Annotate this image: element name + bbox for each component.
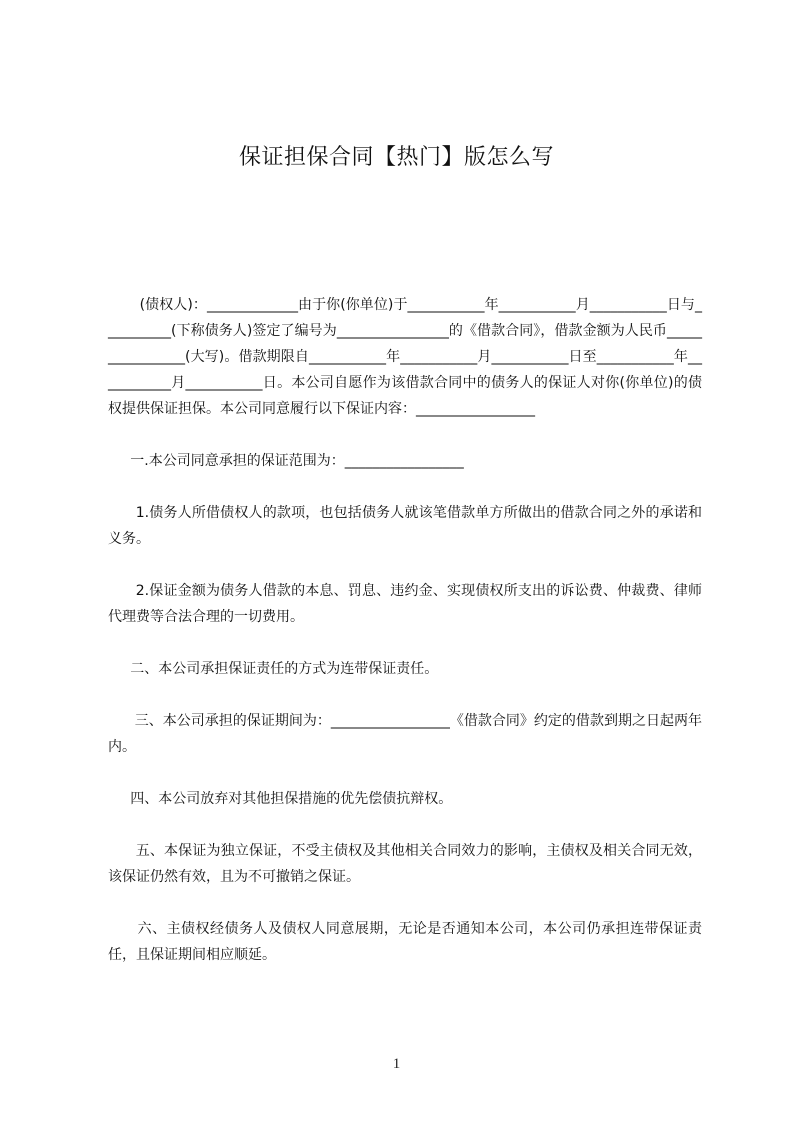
document-title: 保证担保合同【热门】版怎么写 bbox=[238, 145, 554, 170]
page-number: 1 bbox=[392, 1056, 401, 1072]
paragraph-clause-5: 五、本保证为独立保证，不受主债权及其他相关合同效力的影响，主债权及相关合同无效，该保证仍然有效，且为不可撤销之保证。 bbox=[108, 843, 703, 885]
paragraph-clause-1-item-1: 1.债务人所借债权人的款项，也包括债务人就该笔借款单方所做出的借款合同之外的承诺和义务。 bbox=[108, 505, 702, 547]
paragraph-preamble: (债权人)：_____________由于你(你单位)于___________年___________月___________日与__________(下称债务人)签定了编号为________________的《借款合同》，借款金额为人民币________________(大写)。借款期限自___________年___________月___________日至___________年___________月___________日。本公司自愿作为该借款合同中的债务人的保证人对你(你单位)的债权提供保证担保。本公司同意履行以下保证内容：_________________ bbox=[108, 297, 702, 417]
paragraph-clause-2: 二、本公司承担保证责任的方式为连带保证责任。 bbox=[108, 661, 439, 677]
paragraph-clause-6: 六、主债权经债务人及债权人同意展期，无论是否通知本公司，本公司仍承担连带保证责任，且保证期间相应顺延。 bbox=[108, 921, 702, 963]
paragraph-clause-3: 三、本公司承担的保证期间为：_________________《借款合同》约定的借款到期之日起两年内。 bbox=[108, 713, 702, 755]
paragraph-clause-4: 四、本公司放弃对其他担保措施的优先偿债抗辩权。 bbox=[108, 791, 453, 807]
document-body bbox=[108, 292, 702, 968]
paragraph-clause-1-item-2: 2.保证金额为债务人借款的本息、罚息、违约金、实现债权所支出的诉讼费、仲裁费、律师代理费等合法合理的一切费用。 bbox=[108, 583, 702, 625]
paragraph-clause-1: 一.本公司同意承担的保证范围为：_________________ bbox=[108, 453, 464, 469]
